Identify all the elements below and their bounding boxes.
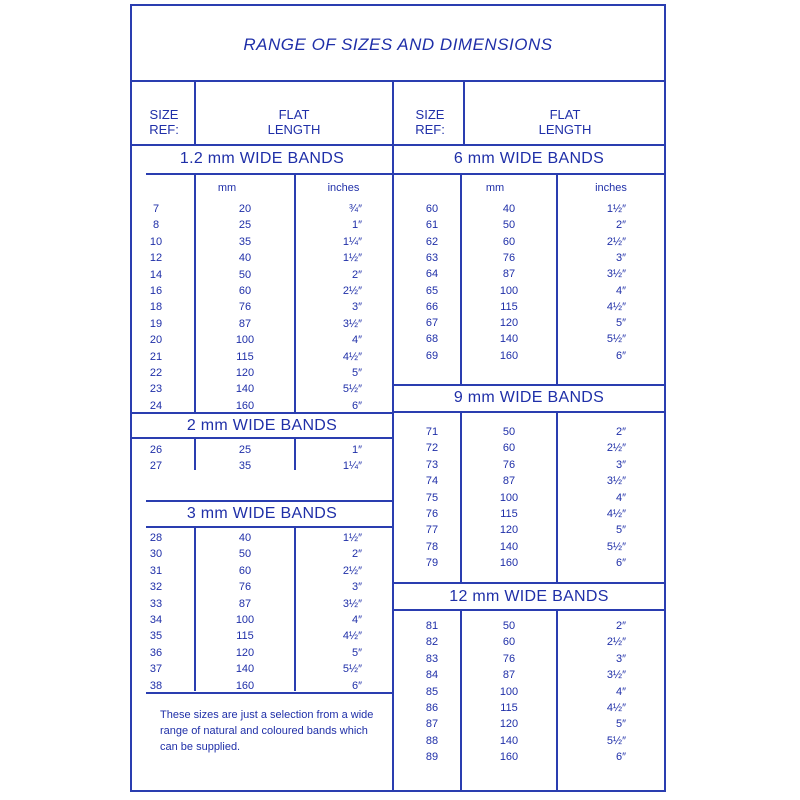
frame-bottom [130, 790, 666, 792]
size-ref-cell: 26 [149, 444, 163, 456]
mm-cell: 50 [238, 548, 252, 561]
mm-cell: 120 [499, 317, 519, 330]
section-title-9mm: 9 mm WIDE BANDS [453, 389, 605, 406]
mm-cell: 35 [238, 460, 252, 473]
size-ref-cell: 64 [425, 268, 439, 281]
size-ref-cell: 73 [425, 458, 439, 471]
size-ref-cell: 78 [425, 540, 439, 553]
table-row [130, 506, 666, 522]
inches-cell: 4½″ [342, 350, 362, 363]
mm-cell: 60 [502, 235, 516, 248]
mm-cell: 120 [499, 524, 519, 537]
mm-cell: 50 [502, 426, 516, 438]
unit-inches-label: inches [327, 182, 360, 194]
inches-cell: 3″ [351, 581, 362, 594]
size-ref-cell: 28 [149, 532, 163, 544]
inches-cell: 3″ [351, 301, 362, 314]
mm-cell: 140 [499, 333, 519, 346]
inches-cell: 4″ [615, 685, 626, 698]
mm-cell: 100 [235, 614, 255, 626]
mm-cell: 115 [500, 508, 518, 520]
size-ref-cell: 37 [149, 663, 163, 676]
size-ref-cell: 8 [152, 219, 160, 232]
mm-cell: 160 [499, 751, 519, 764]
inches-cell: 5½″ [606, 540, 626, 553]
flat-length-header-left: FLAT LENGTH [267, 107, 321, 137]
inches-cell: 3½″ [342, 597, 362, 610]
size-ref-cell: 33 [149, 597, 163, 610]
mm-cell: 100 [235, 334, 255, 347]
page-title: RANGE OF SIZES AND DIMENSIONS [243, 35, 553, 54]
mm-cell: 115 [236, 630, 254, 643]
table-row [130, 733, 666, 749]
table-row [130, 651, 666, 667]
mm-cell: 115 [500, 300, 518, 313]
inches-cell: 2″ [615, 426, 626, 438]
size-ref-cell: 72 [425, 442, 439, 455]
table-row [130, 440, 666, 456]
header-divider [130, 144, 666, 146]
inches-cell: 4½″ [606, 508, 626, 520]
size-ref-cell: 19 [149, 317, 163, 330]
inches-cell: 2½″ [606, 442, 626, 455]
inches-cell: 4″ [615, 284, 626, 297]
size-ref-cell: 75 [425, 491, 439, 504]
sizes-card [130, 4, 666, 792]
section-divider [394, 384, 664, 386]
mm-cell: 115 [236, 350, 254, 363]
table-row [130, 700, 666, 716]
inches-cell: 5½″ [606, 333, 626, 346]
inches-cell: 4″ [615, 491, 626, 504]
size-ref-cell: 87 [425, 718, 439, 731]
inches-cell: 5½″ [606, 734, 626, 747]
mm-cell: 140 [499, 734, 519, 747]
size-ref-cell: 83 [425, 652, 439, 665]
inches-cell: 1″ [351, 219, 362, 232]
size-ref-cell: 71 [425, 426, 439, 438]
inches-cell: 4″ [351, 334, 362, 347]
mm-cell: 40 [238, 532, 252, 544]
mm-cell: 100 [499, 491, 519, 504]
section-divider [394, 173, 664, 175]
inches-cell: 3½″ [342, 317, 362, 330]
size-ref-header-right: SIZE REF: [415, 107, 445, 137]
inches-cell: 2″ [615, 620, 626, 632]
table-row [130, 315, 666, 331]
inches-cell: 5″ [351, 367, 362, 379]
size-ref-cell: 38 [149, 679, 163, 692]
mm-cell: 160 [499, 349, 519, 362]
size-ref-cell: 61 [425, 219, 439, 232]
inches-cell: 3½″ [606, 669, 626, 682]
inches-cell: 5½″ [342, 383, 362, 396]
inches-cell: 1½″ [342, 252, 362, 265]
inches-cell: 4½″ [342, 630, 362, 643]
inches-cell: 1½″ [342, 532, 362, 544]
inches-cell: 6″ [615, 349, 626, 362]
table-row [130, 539, 666, 555]
mm-cell: 76 [502, 251, 516, 264]
inches-cell: 2″ [351, 268, 362, 281]
section-title-2mm: 2 mm WIDE BANDS [186, 417, 338, 434]
size-ref-cell: 84 [425, 669, 439, 682]
size-ref-cell: 65 [425, 284, 439, 297]
size-ref-cell: 82 [425, 636, 439, 649]
inches-cell: 3½″ [606, 268, 626, 281]
size-ref-cell: 14 [149, 268, 163, 281]
inches-cell: 5″ [615, 524, 626, 537]
mm-cell: 76 [238, 301, 252, 314]
inches-cell: 4″ [351, 614, 362, 626]
mm-cell: 87 [238, 597, 252, 610]
table-row [130, 716, 666, 732]
size-ref-cell: 86 [425, 702, 439, 714]
inches-cell: ¾″ [348, 203, 362, 215]
flat-length-header-right: FLAT LENGTH [538, 107, 592, 137]
header-divider-right [463, 82, 465, 144]
size-ref-cell: 36 [149, 646, 163, 659]
table-row [130, 634, 666, 650]
table-row [130, 365, 666, 381]
inches-cell: 1″ [351, 444, 362, 456]
inches-cell: 6″ [615, 751, 626, 764]
size-ref-cell: 66 [425, 300, 439, 313]
unit-mm-label: mm [485, 182, 505, 194]
mm-cell: 120 [499, 718, 519, 731]
size-ref-cell: 88 [425, 734, 439, 747]
mm-cell: 20 [238, 203, 252, 215]
size-ref-cell: 60 [425, 203, 439, 215]
mm-cell: 100 [499, 685, 519, 698]
table-row [130, 250, 666, 266]
frame-top [130, 4, 666, 6]
inches-cell: 4½″ [606, 702, 626, 714]
mm-cell: 76 [502, 652, 516, 665]
size-ref-cell: 16 [149, 285, 163, 297]
mm-cell: 120 [235, 646, 255, 659]
size-ref-cell: 76 [425, 508, 439, 520]
table-row [130, 522, 666, 538]
size-ref-header-left: SIZE REF: [149, 107, 179, 137]
inches-cell: 6″ [351, 679, 362, 692]
unit-inches-label: inches [595, 182, 627, 194]
size-ref-cell: 85 [425, 685, 439, 698]
section-divider [394, 609, 664, 611]
inches-cell: 3″ [615, 458, 626, 471]
mm-cell: 60 [238, 564, 252, 577]
size-ref-cell: 20 [149, 334, 163, 347]
inches-cell: 2½″ [342, 285, 362, 297]
table-row [130, 331, 666, 347]
table-row [130, 473, 666, 489]
inches-cell: 3½″ [606, 475, 626, 488]
size-ref-cell: 32 [149, 581, 163, 594]
mm-cell: 25 [238, 444, 252, 456]
mm-cell: 50 [502, 620, 516, 632]
inches-cell: 5½″ [342, 663, 362, 676]
section-title-3mm: 3 mm WIDE BANDS [186, 505, 338, 522]
section-divider [394, 411, 664, 413]
size-ref-cell: 77 [425, 524, 439, 537]
inches-cell: 4½″ [606, 300, 626, 313]
size-ref-cell: 34 [149, 614, 163, 626]
size-ref-cell: 69 [425, 349, 439, 362]
selection-note: These sizes are just a selection from a wide range of natural and coloured bands which can be supplied. [160, 709, 374, 753]
mm-cell: 87 [502, 669, 516, 682]
mm-cell: 160 [235, 679, 255, 692]
inches-cell: 2″ [351, 548, 362, 561]
size-ref-cell: 30 [149, 548, 163, 561]
mm-cell: 87 [238, 317, 252, 330]
mm-cell: 140 [235, 663, 255, 676]
size-ref-cell: 12 [149, 252, 163, 265]
inches-cell: 1¼″ [342, 235, 362, 248]
size-ref-cell: 35 [149, 630, 163, 643]
table-row [130, 490, 666, 506]
table-row [130, 749, 666, 765]
size-ref-cell: 22 [149, 367, 163, 379]
mm-cell: 60 [238, 285, 252, 297]
table-row [130, 555, 666, 571]
inches-cell: 1½″ [606, 203, 626, 215]
size-ref-cell: 62 [425, 235, 439, 248]
mm-cell: 25 [238, 219, 252, 232]
section-divider [132, 412, 392, 414]
table-row [130, 667, 666, 683]
inches-cell: 3″ [615, 652, 626, 665]
size-ref-cell: 63 [425, 251, 439, 264]
size-ref-cell: 18 [149, 301, 163, 314]
section-title-6mm: 6 mm WIDE BANDS [453, 150, 605, 167]
inches-cell: 6″ [351, 399, 362, 412]
title-divider [130, 80, 666, 82]
inches-cell: 1¼″ [342, 460, 362, 473]
inches-cell: 2½″ [606, 636, 626, 649]
inches-cell: 3″ [615, 251, 626, 264]
inches-cell: 6″ [615, 557, 626, 570]
mm-cell: 87 [502, 475, 516, 488]
section-divider [394, 582, 664, 584]
mm-cell: 35 [238, 235, 252, 248]
size-ref-cell: 27 [149, 460, 163, 473]
size-ref-cell: 79 [425, 557, 439, 570]
mm-cell: 60 [502, 636, 516, 649]
mm-cell: 160 [235, 399, 255, 412]
size-ref-cell: 74 [425, 475, 439, 488]
mm-cell: 76 [238, 581, 252, 594]
section-divider [146, 173, 392, 175]
mm-cell: 140 [235, 383, 255, 396]
section-title-1-2mm: 1.2 mm WIDE BANDS [179, 150, 345, 167]
table-row [130, 234, 666, 250]
inches-cell: 2½″ [342, 564, 362, 577]
table-row [130, 217, 666, 233]
table-row [130, 283, 666, 299]
inches-cell: 5″ [351, 646, 362, 659]
section-title-12mm: 12 mm WIDE BANDS [449, 588, 609, 605]
mm-cell: 87 [502, 268, 516, 281]
size-ref-cell: 31 [149, 564, 163, 577]
size-ref-cell: 10 [149, 235, 163, 248]
table-row [130, 299, 666, 315]
table-row [130, 424, 666, 440]
size-ref-cell: 81 [425, 620, 439, 632]
mm-cell: 100 [499, 284, 519, 297]
mm-cell: 50 [502, 219, 516, 232]
size-ref-cell: 23 [149, 383, 163, 396]
size-ref-cell: 24 [149, 399, 163, 412]
inches-cell: 2½″ [606, 235, 626, 248]
mm-cell: 76 [502, 458, 516, 471]
table-row [130, 684, 666, 700]
mm-cell: 60 [502, 442, 516, 455]
table-row [130, 618, 666, 634]
mm-cell: 115 [500, 702, 518, 714]
table-row [130, 266, 666, 282]
mm-cell: 120 [235, 367, 255, 379]
mm-cell: 40 [502, 203, 516, 215]
mm-cell: 160 [499, 557, 519, 570]
size-ref-cell: 7 [152, 203, 160, 215]
table-row [130, 348, 666, 364]
table-row [130, 201, 666, 217]
size-ref-cell: 67 [425, 317, 439, 330]
unit-mm-label: mm [217, 182, 237, 194]
size-ref-cell: 89 [425, 751, 439, 764]
mm-cell: 40 [238, 252, 252, 265]
inches-cell: 5″ [615, 317, 626, 330]
mm-cell: 50 [238, 268, 252, 281]
inches-cell: 5″ [615, 718, 626, 731]
size-ref-cell: 21 [149, 350, 163, 363]
table-row [130, 457, 666, 473]
size-ref-cell: 68 [425, 333, 439, 346]
inches-cell: 2″ [615, 219, 626, 232]
mm-cell: 140 [499, 540, 519, 553]
